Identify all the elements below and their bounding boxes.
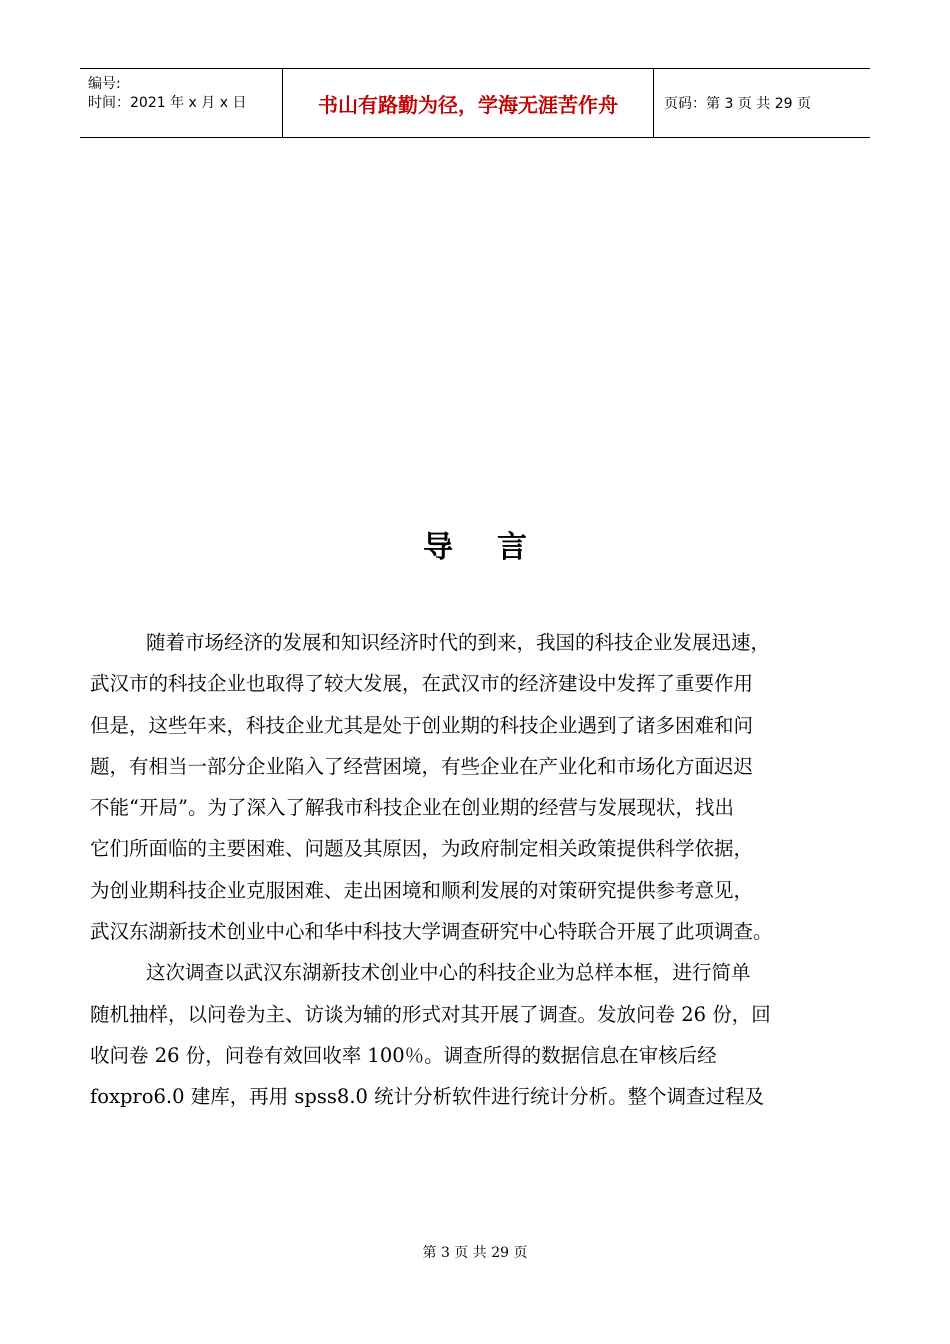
text-line: 题，有相当一部分企业陷入了经营困境，有些企业在产业化和市场化方面迟迟: [90, 754, 754, 778]
paragraph: [90, 622, 862, 952]
paragraph: [90, 952, 862, 1117]
text-line: 随机抽样，以问卷为主、访谈为辅的形式对其开展了调查。发放问卷 26 份，回: [90, 1002, 771, 1026]
header-motto-cell: [283, 69, 654, 137]
text-line: 它们所面临的主要困难、问题及其原因，为政府制定相关政策提供科学依据，: [90, 837, 754, 861]
text-line: 但是，这些年来，科技企业尤其是处于创业期的科技企业遇到了诸多困难和问: [90, 713, 754, 737]
text-line: foxpro6.0 建库，再用 spss8.0 统计分析软件进行统计分析。整个调查过程及: [90, 1085, 765, 1109]
text-line: 不能“开局”。为了深入了解我市科技企业在创业期的经营与发展现状，找出: [90, 796, 734, 820]
document-number-label: 编号:: [88, 76, 121, 92]
page-footer: 第 3 页 共 29 页: [422, 1245, 528, 1261]
page-header: [80, 68, 870, 138]
text-line: 随着市场经济的发展和知识经济时代的到来，我国的科技企业发展迅速，: [146, 631, 771, 654]
text-line: 武汉市的科技企业也取得了较大发展，在武汉市的经济建设中发挥了重要作用: [90, 672, 754, 696]
section-title: 导言: [423, 530, 571, 565]
text-line: 这次调查以武汉东湖新技术创业中心的科技企业为总样本框，进行简单: [146, 961, 751, 985]
text-line: 收问卷 26 份，问卷有效回收率 100％。调查所得的数据信息在审核后经: [90, 1043, 717, 1067]
header-motto: 书山有路勤为径，学海无涯苦作舟: [318, 92, 618, 117]
text-line: 武汉东湖新技术创业中心和华中科技大学调查研究中心特联合开展了此项调查。: [90, 920, 773, 944]
header-meta: [80, 69, 283, 137]
text-line: 为创业期科技企业克服困难、走出困境和顺利发展的对策研究提供参考意见，: [90, 878, 754, 902]
document-body: [90, 622, 862, 1118]
header-page-number: 页码：第 3 页 共 29 页: [664, 96, 811, 112]
document-date-label: 时间：2021 年 x 月 x 日: [88, 95, 247, 111]
header-page-cell: [654, 69, 880, 137]
